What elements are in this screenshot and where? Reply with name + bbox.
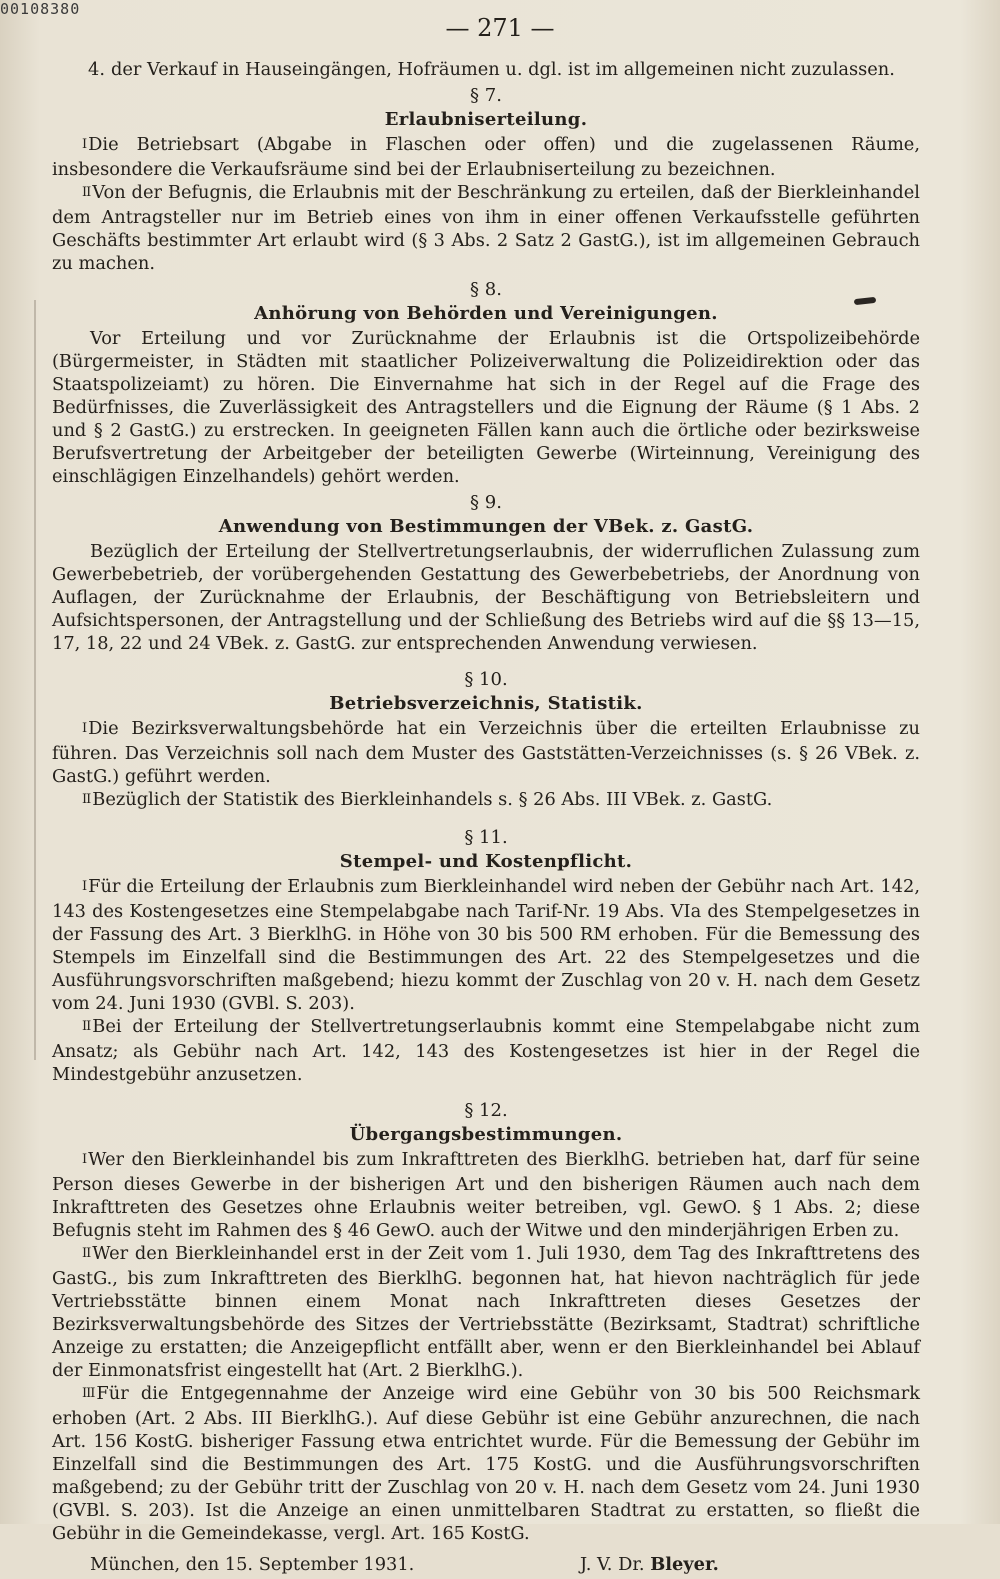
section-heading: Anhörung von Behörden und Vereinigungen. <box>254 303 718 324</box>
section-sign: § 11. <box>464 827 508 848</box>
paragraph-numeral: I <box>82 879 87 894</box>
paragraph-text: Die Betriebsart (Abgabe in Flaschen oder offen) und die zugelassenen Räume, insbesondere die Verkaufsräume sind bei der Erlaubniserteilung zu bezeichnen. <box>52 134 920 180</box>
paragraph <box>52 327 920 488</box>
document-body <box>52 58 920 1579</box>
section-sign: § 8. <box>470 279 502 300</box>
signature-line <box>52 1553 920 1579</box>
paragraph-text: Von der Befugnis, die Erlaubnis mit der Beschränkung zu erteilen, daß der Bierkleinhandel dem Antragsteller nur im Betrieb eines von ihm in einer offenen Verkaufsstelle geführten Geschäfts bestimmter Art erlaubt wird (§ 3 Abs. 2 Satz 2 GastG.), ist im allgemeinen Gebrauch zu machen. <box>52 182 920 274</box>
list-item-text: der Verkauf in Hauseingängen, Hofräumen u. dgl. ist im allgemeinen nicht zuzulassen. <box>110 59 895 80</box>
paragraph <box>52 181 920 275</box>
paragraph-numeral: III <box>82 1386 95 1401</box>
paragraph <box>52 1015 920 1086</box>
paragraph-numeral: II <box>82 185 91 200</box>
section-sign: § 7. <box>470 85 502 106</box>
section-heading: Übergangsbestimmungen. <box>349 1124 623 1145</box>
spacer <box>52 655 920 665</box>
section-heading: Betriebsverzeichnis, Statistik. <box>329 693 643 714</box>
section-heading: Erlaubniserteilung. <box>384 109 588 130</box>
paragraph <box>52 788 920 813</box>
paragraph-numeral: I <box>82 721 87 736</box>
paragraph-text: Vor Erteilung und vor Zurücknahme der Erlaubnis ist die Ortspolizeibehörde (Bürgermeister, in Städten mit staatlicher Polizeiverwaltung die Polizeidirektion oder das Staatspolizeiamt) zu hören. Die Einvernahme hat sich in der Regel auf die Frage des Bedürfnisses, die Zuverlässigkeit des Antragstellers und die Eignung der Räume (§ 1 Abs. 2 und § 2 GastG.) zu erstrecken. In geeigneten Fällen kann auch die örtliche oder bezirksweise Berufsvertretung der Arbeitgeber der beteiligten Gewerbe (Wirteinnung, Vereinigung des einschlägigen Einzelhandels) gehört werden. <box>52 328 920 487</box>
signer <box>580 1553 719 1576</box>
paragraph-text: Bei der Erteilung der Stellvertretungserlaubnis kommt eine Stempelabgabe nicht zum Ansatz; als Gebühr nach Art. 142, 143 des Kostengesetzes ist hier in der Regel die Mindestgebühr anzusetzen. <box>52 1016 920 1085</box>
list-item-number: 4. <box>88 59 105 80</box>
paragraph <box>52 1242 920 1382</box>
paragraph <box>52 1148 920 1242</box>
paragraph-text: Für die Entgegennahme der Anzeige wird eine Gebühr von 30 bis 500 Reichsmark erhoben (Art. 2 Abs. III BierklhG.). Auf diese Gebühr ist eine Gebühr anzurechnen, die nach Art. 156 KostG. bisheriger Fassung etwa entrichtet wurde. Für die Bemessung der Gebühr im Einzelfall sind die Bestimmungen des Art. 175 KostG. und die Ausführungsvorschriften maßgebend; zu der Gebühr tritt der Zuschlag von 20 v. H. nach dem Gesetz vom 24. Juni 1930 (GVBl. S. 203). Ist die Anzeige an einen unmittelbaren Stadtrat zu erstatten, so fließt die Gebühr in die Gemeindekasse, vergl. Art. 165 KostG. <box>52 1383 920 1544</box>
section-sign: § 10. <box>464 669 508 690</box>
paragraph-numeral: II <box>82 792 91 807</box>
spacer <box>52 813 920 823</box>
paragraph <box>52 1382 920 1545</box>
paragraph <box>52 717 920 788</box>
section-sign: § 9. <box>470 492 502 513</box>
paragraph-numeral: I <box>82 1152 87 1167</box>
paragraph-text: Für die Erteilung der Erlaubnis zum Bierkleinhandel wird neben der Gebühr nach Art. 142, 143 des Kostengesetzes eine Stempelabgabe nach Tarif-Nr. 19 Abs. VIa des Stempelgesetzes in der Fassung des Art. 3 BierklhG. in Höhe von 30 bis 500 RM erhoben. Für die Bemessung des Stempels im Einzelfall sind die Bestimmungen des Art. 22 des Stempelgesetzes und die Ausführungsvorschriften maßgebend; hiezu kommt der Zuschlag von 20 v. H. nach dem Gesetz vom 24. Juni 1930 (GVBl. S. 203). <box>52 876 920 1014</box>
paragraph-text: Wer den Bierkleinhandel bis zum Inkrafttreten des BierklhG. betrieben hat, darf für seine Person dieses Gewerbe in der bisherigen Art und den bisherigen Räumen auch nach dem Inkrafttreten des Gesetzes ohne Erlaubnis weiter betreiben, vgl. GewO. § 1 Abs. 2; diese Befugnis steht im Rahmen des § 46 GewO. auch der Witwe und den minderjährigen Erben zu. <box>52 1149 920 1241</box>
paragraph-text: Die Bezirksverwaltungsbehörde hat ein Verzeichnis über die erteilten Erlaubnisse zu führen. Das Verzeichnis soll nach dem Muster des Gaststätten-Verzeichnisses (s. § 26 VBek. z. GastG.) geführt werden. <box>52 718 920 787</box>
paragraph <box>52 875 920 1015</box>
paragraph <box>52 540 920 655</box>
section-heading: Anwendung von Bestimmungen der VBek. z. GastG. <box>218 516 754 537</box>
section-heading: Stempel- und Kostenpflicht. <box>339 851 633 872</box>
paragraph-numeral: II <box>82 1246 91 1261</box>
paragraph-text: Bezüglich der Statistik des Bierkleinhandels s. § 26 Abs. III VBek. z. GastG. <box>92 789 773 810</box>
list-item-4 <box>52 58 920 81</box>
paragraph <box>52 133 920 181</box>
paragraph-text: Wer den Bierkleinhandel erst in der Zeit vom 1. Juli 1930, dem Tag des Inkrafttretens des GastG., bis zum Inkrafttreten des BierklhG. begonnen hat, hat hievon nachträglich für jede Vertriebsstätte binnen einem Monat nach Inkrafttreten dieses Gesetzes der Bezirksverwaltungsbehörde des Sitzes der Vertriebsstätte (Bezirksamt, Stadtrat) schriftliche Anzeige zu erstatten; die Anzeigepflicht entfällt aber, wenn er den Bierkleinhandel bei Ablauf der Einmonatsfrist eingestellt hat (Art. 2 BierklhG.). <box>52 1243 920 1381</box>
signer-prefix: J. V. Dr. <box>580 1554 645 1575</box>
place-and-date: München, den 15. September 1931. <box>90 1554 415 1575</box>
signer-name: Bleyer. <box>650 1554 719 1575</box>
spacer <box>52 1086 920 1096</box>
section-sign: § 12. <box>464 1100 508 1121</box>
page-edge-shadow <box>34 300 36 1060</box>
page-number: — 271 — <box>445 14 555 42</box>
paragraph-numeral: II <box>82 1019 91 1034</box>
paragraph-text: Bezüglich der Erteilung der Stellvertretungserlaubnis, der widerruflichen Zulassung zum Gewerbebetrieb, der vorübergehenden Gestattung des Gewerbebetriebs, der Anordnung von Auflagen, der Zurücknahme der Erlaubnis, der Beschäftigung von Betriebsleitern und Aufsichtspersonen, der Antragstellung und der Schließung des Betriebs wird auf die §§ 13—15, 17, 18, 22 und 24 VBek. z. GastG. zur entsprechenden Anwendung verwiesen. <box>52 541 920 654</box>
paragraph-numeral: I <box>82 137 87 152</box>
archive-id: 00108380 <box>0 0 81 18</box>
